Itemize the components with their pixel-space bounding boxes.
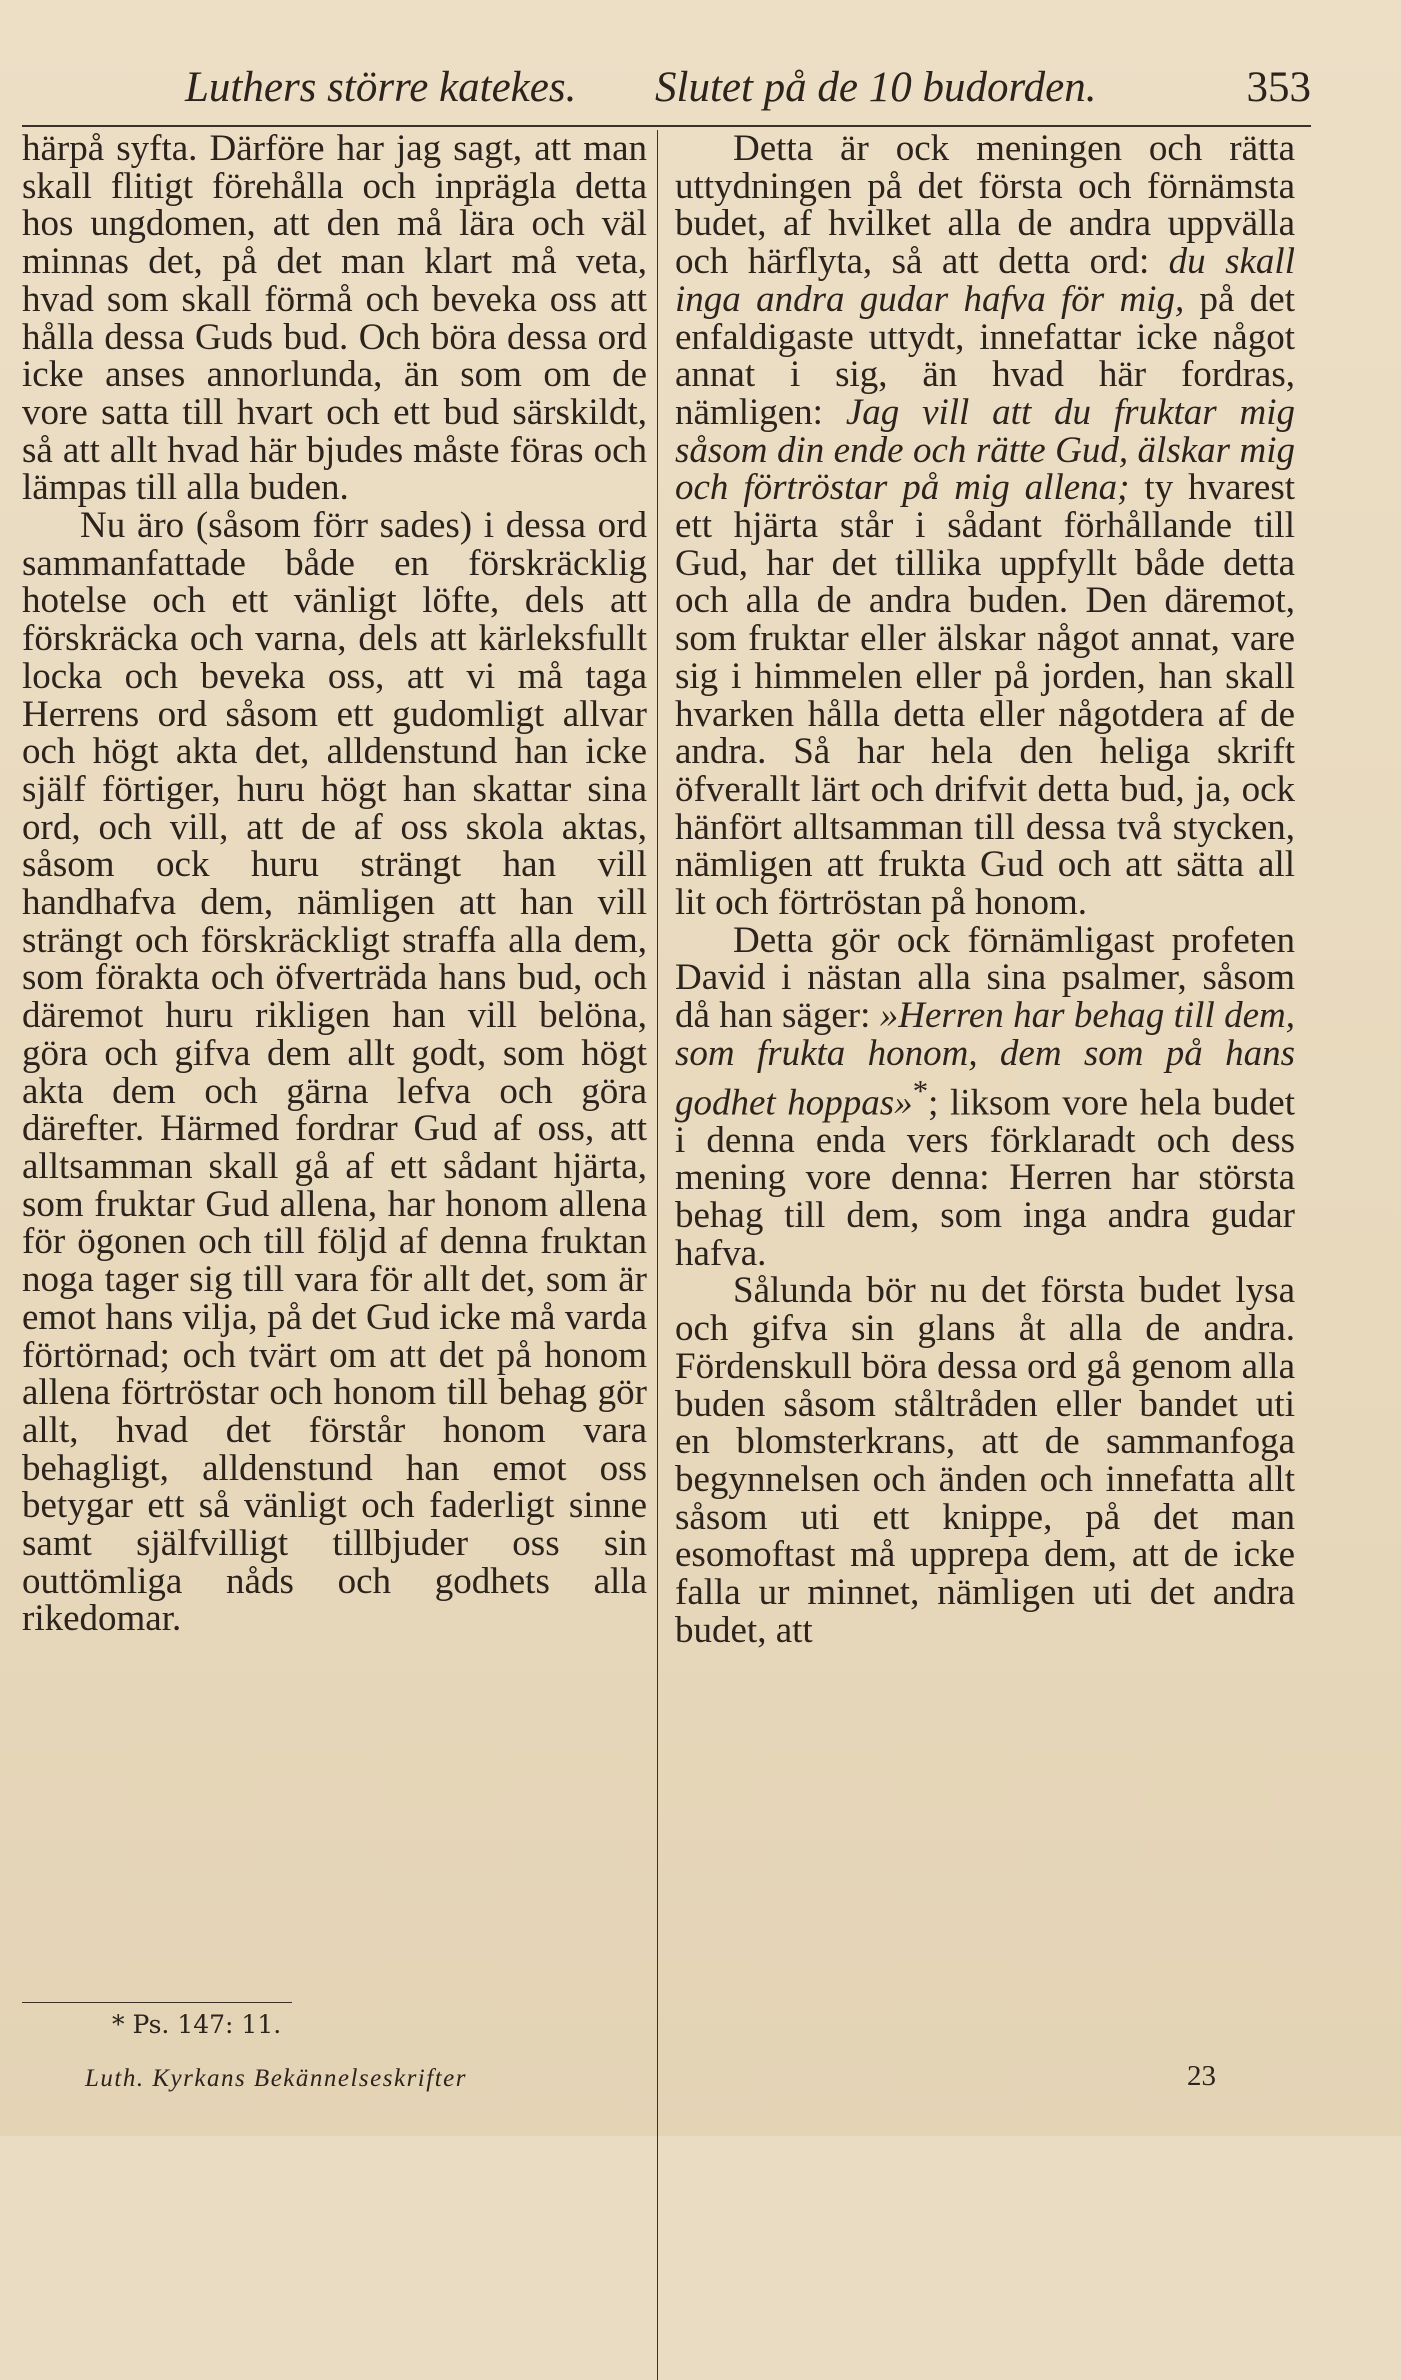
italic-quote: »Herren har behag till dem, som frukta honom, dem som på hans godhet hoppas» [675,995,1295,1123]
header-title: Luthers större katekes. [185,64,577,111]
footnote-marker: * [912,1073,929,1108]
page-number: 353 [1246,64,1311,111]
left-paragraph-2: Nu äro (såsom förr sades) i dessa ord sammanfattade både en förskräcklig hotelse och ett vänligt löfte, dels att förskräcka och varna, dels att kärleksfullt locka och beveka oss, att vi må taga Herrens ord såsom ett gudomligt allvar och högt akta det, alldenstund han icke själf förtiger, huru högt han skattar sina ord, och vill, att de af oss skola aktas, såsom ock huru strängt han vill handhafva dem, nämligen att han vill strängt och förskräckligt straffa alla dem, som förakta och öfverträda hans bud, och däremot huru rikligen han vill belöna, göra och gifva dem allt godt, som högt akta dem och gärna lefva och göra därefter. Härmed fordrar Gud af oss, att alltsamman skall gå af ett sådant hjärta, som fruktar Gud allena, har honom allena för ögonen och till följd af denna fruktan noga tager sig till vara för allt det, som är emot hans vilja, på det Gud icke må varda förtörnad; och tvärt om att det på honom allena förtröstar och honom till behag gör allt, hvad det förstår honom vara behagligt, alldenstund han emot oss betygar ett så vänligt och faderligt sinne samt själfvilligt tillbjuder oss sin outtömliga nåds och godhets alla rikedomar. [22,505,647,1640]
italic-quote: Jag vill att du fruktar mig såsom din ende och rätte Gud, älskar mig och förtröstar på mig allena; [675,391,1296,509]
left-column [22,130,647,1638]
printer-signature: Luth. Kyrkans Bekännelseskrifter [85,2065,467,2092]
italic-quote: du skall inga andra gudar hafva för mig, [675,241,1295,320]
column-divider [657,130,658,2380]
text-run: ; liksom vore hela budet i denna enda vers förklaradt och dess mening vore denna: Herren har största behag till dem, som inga andra gudar hafva. [675,1081,1295,1274]
header-section: Slutet på de 10 budorden. [655,64,1097,111]
right-column [675,130,1295,1649]
left-paragraph-1: härpå syfta. Därföre har jag sagt, att man skall flitigt förehålla och inprägla detta hos ungdomen, att den må lära och väl minnas det, på det man klart må veta, hvad som skall förmå och beveka oss att hålla dessa Guds bud. Och böra dessa ord icke anses annorlunda, än som om de vore satta till hvart och ett bud särskildt, så att allt hvad här bjudes måste föras och lämpas till alla buden. [22,128,647,509]
text-run: på det enfaldigaste uttydt, innefattar icke något annat i sig, än hvad här fordras, nämligen: [675,278,1295,433]
header-rule [22,125,1311,127]
text-run: ty hvarest ett hjärta står i sådant förhållande till Gud, har det tillika uppfyllt både detta och alla de andra buden. Den däremot, som fruktar eller älskar något annat, vare sig i himmelen eller på jorden, han skall hvarken hålla detta eller någotdera af de andra. Så har hela den heliga skrift öfverallt lärt och drifvit detta bud, ja, ock hänfört alltsamman till dessa två stycken, nämligen att frukta Gud och att sätta all lit och förtröstan på honom. [675,467,1295,924]
text-run: Detta är ock meningen och rätta uttydningen på det första och förnämsta budet, af hvilket alla de andra uppvälla och härflyta, så att detta ord: [675,128,1295,283]
sheet-number: 23 [1187,2060,1216,2092]
footnote: * Ps. 147: 11. [112,2010,282,2039]
right-paragraph-1 [675,130,1295,922]
right-paragraph-2 [675,919,1295,1274]
text-run: Detta gör ock förnämligast profeten David i nästan alla sina psalmer, såsom då han säger: [675,919,1295,1037]
right-paragraph-3: Sålunda bör nu det första budet lysa och gifva sin glans åt alla de andra. Fördenskull böra dessa ord gå genom alla buden såsom ståltråden eller bandet uti en blomsterkrans, att de sammanfoga begynnelsen och änden och innefatta allt såsom uti ett knippe, på det man esomoftast må upprepa dem, att de icke falla ur minnet, nämligen uti det andra budet, att [675,1270,1295,1651]
footnote-rule [22,2002,292,2003]
